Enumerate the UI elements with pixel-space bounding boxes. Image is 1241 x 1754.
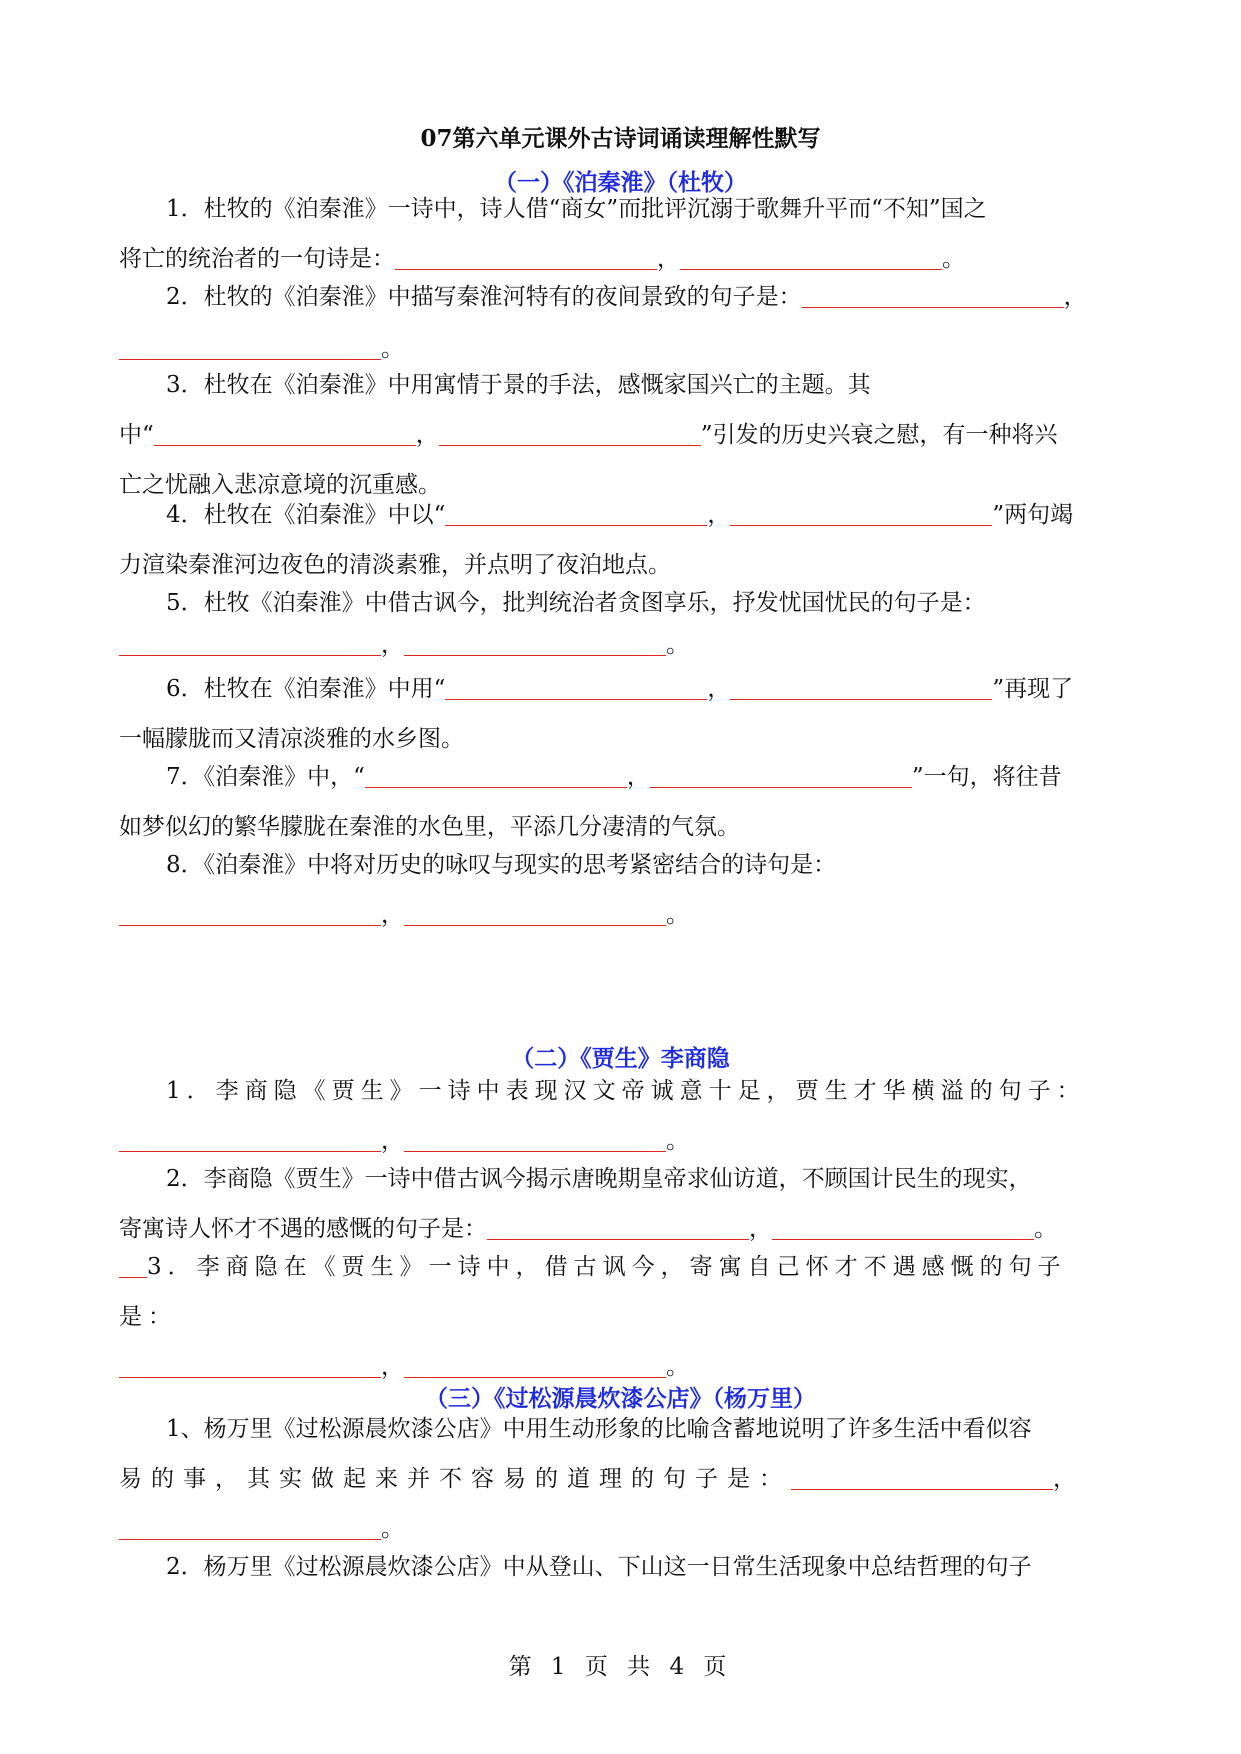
answer-blank[interactable] xyxy=(119,1353,381,1378)
answer-blank[interactable] xyxy=(680,245,942,270)
answer-blank[interactable] xyxy=(404,901,666,926)
question-2-2: 2．李商隐《贾生》一诗中借古讽今揭示唐晚期皇帝求仙访道，不顾国计民生的现实， 寄寓诗人怀才不遇的感慨的句子是： ， 。 xyxy=(119,1166,1057,1242)
page-footer: 第 1 页 共 4 页 xyxy=(508,1654,733,1680)
question-2-1: 1．李商隐《贾生》一诗中表现汉文帝诚意十足，贾生才华横溢的句子： ， 。 xyxy=(119,1066,1123,1166)
answer-blank[interactable] xyxy=(119,1127,381,1152)
answer-blank[interactable] xyxy=(119,1253,147,1278)
section-heading-3: （三）《过松源晨炊漆公店》（杨万里） xyxy=(425,1385,816,1412)
answer-blank[interactable] xyxy=(439,421,701,446)
question-1-5: 5．杜牧《泊秦淮》中借古讽今，批判统治者贪图享乐，抒发忧国忧民的句子是： ， 。 xyxy=(119,578,1123,670)
answer-blank[interactable] xyxy=(365,763,627,788)
answer-blank[interactable] xyxy=(791,1465,1053,1490)
answer-blank[interactable] xyxy=(154,421,416,446)
section-heading-1: （一）《泊秦淮》（杜牧） xyxy=(494,169,747,196)
answer-blank[interactable] xyxy=(650,763,912,788)
answer-blank[interactable] xyxy=(730,675,992,700)
answer-blank[interactable] xyxy=(119,335,381,360)
answer-blank[interactable] xyxy=(404,1353,666,1378)
question-1-8: 8．《泊秦淮》中将对历史的咏叹与现实的思考紧密结合的诗句是： ， 。 xyxy=(119,840,1123,940)
answer-blank[interactable] xyxy=(802,283,1064,308)
answer-blank[interactable] xyxy=(730,501,992,526)
question-1-7: 7．《泊秦淮》中，“ ， ”一句，将往昔 如梦似幻的繁华朦胧在秦淮的水色里，平添几分凄清的气氛。 xyxy=(119,764,1062,840)
page-title: 07第六单元课外古诗词诵读理解性默写 xyxy=(420,125,821,152)
answer-blank[interactable] xyxy=(119,1515,381,1540)
answer-blank[interactable] xyxy=(119,901,381,926)
question-2-3: 3．李商隐在《贾生》一诗中，借古讽今，寄寓自己怀才不遇感慨的句子是： ， 。 xyxy=(119,1254,1067,1380)
question-1-4: 4．杜牧在《泊秦淮》中以“ ， ”两句竭 力渲染秦淮河边夜色的清淡素雅，并点明了夜泊地点。 xyxy=(119,502,1074,578)
question-3-1: 1、杨万里《过松源晨炊漆公店》中用生动形象的比喻含蓄地说明了许多生活中看似容 易的事，其实做起来并不容易的道理的句子是： ， 。 xyxy=(119,1416,1076,1542)
section-heading-2: （二）《贾生》李商隐 xyxy=(511,1045,730,1072)
answer-blank[interactable] xyxy=(404,1127,666,1152)
answer-blank[interactable] xyxy=(772,1215,1034,1240)
answer-blank[interactable] xyxy=(404,631,666,656)
question-1-2: 2．杜牧的《泊秦淮》中描写秦淮河特有的夜间景致的句子是： ， 。 xyxy=(119,272,1123,374)
answer-blank[interactable] xyxy=(119,631,381,656)
answer-blank[interactable] xyxy=(395,245,657,270)
answer-blank[interactable] xyxy=(445,675,707,700)
question-1-3: 3．杜牧在《泊秦淮》中用寓情于景的手法，感慨家国兴亡的主题。其 中“ ， ”引发的历史兴衰之慰，有一种将兴 亡之忧融入悲凉意境的沉重感。 xyxy=(119,372,1058,498)
question-3-2: 2．杨万里《过松源晨炊漆公店》中从登山、下山这一日常生活现象中总结哲理的句子 xyxy=(166,1554,1032,1580)
question-1-6: 6．杜牧在《泊秦淮》中用“ ， ”再现了 一幅朦胧而又清凉淡雅的水乡图。 xyxy=(119,676,1074,752)
answer-blank[interactable] xyxy=(487,1215,749,1240)
question-1-1: 1．杜牧的《泊秦淮》一诗中，诗人借“商女”而批评沉溺于歌舞升平而“不知”国之 将亡的统治者的一句诗是： ， 。 xyxy=(119,196,987,272)
answer-blank[interactable] xyxy=(445,501,707,526)
